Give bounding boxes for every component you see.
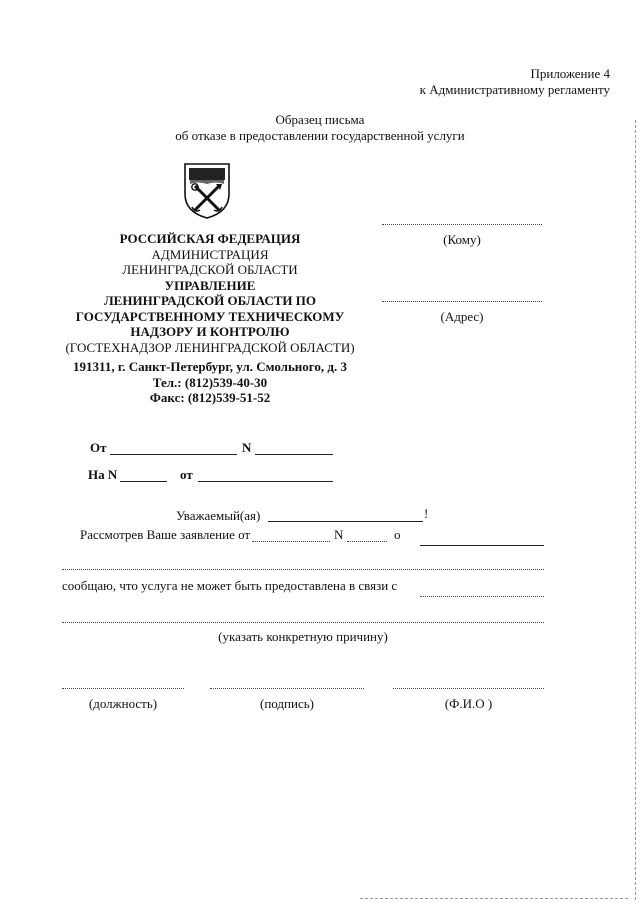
reason-field[interactable]	[420, 596, 544, 597]
org-line-5: ЛЕНИНГРАДСКОЙ ОБЛАСТИ ПО	[104, 293, 316, 308]
addressee-name-field[interactable]	[268, 521, 423, 522]
position-line[interactable]	[62, 688, 184, 689]
application-date-field[interactable]	[252, 541, 330, 542]
appendix-line-2: к Административному регламенту	[419, 82, 610, 97]
considered-label: Рассмотрев Ваше заявление от	[80, 527, 251, 542]
appendix-block	[420, 66, 610, 98]
appendix-line-1: Приложение 4	[530, 66, 610, 81]
org-line-1: РОССИЙСКАЯ ФЕДЕРАЦИЯ	[119, 231, 301, 246]
org-line-6: ГОСУДАРСТВЕННОМУ ТЕХНИЧЕСКОМУ	[75, 308, 345, 324]
address-block	[60, 359, 360, 406]
scan-edge-bottom	[360, 898, 628, 899]
signature-line[interactable]	[210, 688, 364, 689]
about-label: о	[394, 527, 401, 542]
signature-label: (подпись)	[260, 696, 314, 711]
title-line-2: об отказе в предоставлении государственной услуги	[175, 128, 465, 143]
address-label: (Адрес)	[440, 309, 484, 324]
address-street: 191311, г. Санкт-Петербург, ул. Смольного, д. 3	[73, 359, 347, 374]
org-line-8: (ГОСТЕХНАДЗОР ЛЕНИНГРАДСКОЙ ОБЛАСТИ)	[65, 339, 355, 355]
org-line-4: УПРАВЛЕНИЕ	[164, 277, 256, 293]
coat-of-arms-icon	[182, 160, 232, 220]
document-title	[140, 112, 500, 144]
org-line-3: ЛЕНИНГРАДСКОЙ ОБЛАСТИ	[122, 262, 298, 277]
reply-date-label: от	[180, 467, 193, 482]
org-line-2: АДМИНИСТРАЦИЯ	[151, 246, 269, 262]
subject-continuation-line[interactable]	[62, 569, 544, 570]
reply-number-field[interactable]	[120, 481, 167, 482]
position-label: (должность)	[88, 696, 158, 711]
reply-date-field[interactable]	[198, 481, 333, 482]
address-phone: Тел.: (812)539-40-30	[152, 374, 268, 390]
greeting-label: Уважаемый(ая)	[176, 508, 261, 523]
from-label: От	[90, 440, 107, 455]
organization-block	[60, 231, 360, 355]
inform-text: сообщаю, что услуга не может быть предоставлена в связи с	[62, 578, 398, 593]
reason-continuation-line[interactable]	[62, 622, 544, 623]
full-name-label: (Ф.И.О )	[444, 696, 493, 711]
address-line[interactable]	[382, 301, 542, 302]
org-line-7: НАДЗОРУ И КОНТРОЛЮ	[130, 324, 290, 339]
application-number-field[interactable]	[347, 541, 387, 542]
title-line-1: Образец письма	[275, 112, 365, 127]
recipient-label: (Кому)	[443, 232, 481, 247]
application-subject-field[interactable]	[420, 545, 544, 546]
reason-hint: (указать конкретную причину)	[218, 629, 388, 644]
outgoing-number-label: N	[242, 440, 252, 455]
outgoing-number-field[interactable]	[255, 454, 333, 455]
from-date-field[interactable]	[110, 454, 237, 455]
recipient-line[interactable]	[382, 224, 542, 225]
full-name-line[interactable]	[393, 688, 544, 689]
application-number-label: N	[334, 527, 344, 542]
reply-number-label: На N	[88, 467, 118, 482]
scan-edge-right	[635, 120, 636, 900]
address-fax: Факс: (812)539-51-52	[149, 390, 271, 405]
greeting-exclamation: !	[424, 506, 429, 521]
